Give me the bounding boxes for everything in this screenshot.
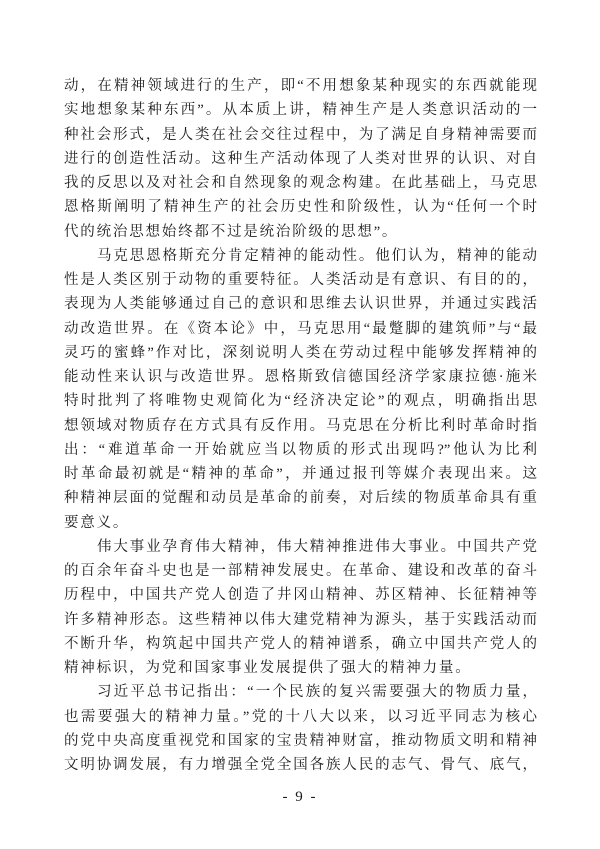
text-line: 的党中央高度重视党和国家的宝贵精神财富，推动物质文明和精神	[64, 732, 537, 749]
text-line: 动改造世界。在《资本论》中，马克思用“最蹩脚的建筑师”与“最	[64, 320, 537, 337]
text-line: 文明协调发展，有力增强全党全国各族人民的志气、骨气、底气，	[64, 757, 537, 773]
text-line: 代的统治思想始终都不过是统治阶级的思想”。	[64, 223, 399, 240]
text-line: 不断升华，构筑起中国共产党人的精神谱系，确立中国共产党人的	[64, 635, 537, 652]
text-line: 要意义。	[64, 514, 130, 531]
text-line: 进行的创造性活动。这种生产活动体现了人类对世界的认识、对自	[64, 150, 537, 167]
text-line: 能动性来认识与改造世界。恩格斯致信德国经济学家康拉德·施米	[64, 369, 537, 385]
text-line: 动，在精神领域进行的生产，即“不用想象某种现实的东西就能现	[64, 78, 537, 94]
paragraph	[64, 74, 537, 244]
text-line: 特时批判了将唯物史观简化为“经济决定论”的观点，明确指出思	[64, 393, 537, 410]
text-line: 时革命最初就是“精神的革命”，并通过报刊等媒介表现出来。这	[64, 466, 537, 482]
text-line: 表现为人类能够通过自己的意识和思维去认识世界，并通过实践活	[64, 296, 537, 313]
text-line: 种精神层面的觉醒和动员是革命的前奏，对后续的物质革命具有重	[64, 490, 537, 507]
text-line: 许多精神形态。这些精神以伟大建党精神为源头，基于实践活动而	[64, 611, 537, 628]
paragraph	[64, 244, 537, 535]
text-line: 想领域对物质存在方式具有反作用。马克思在分析比利时革命时指	[64, 417, 537, 434]
text-line: 恩格斯阐明了精神生产的社会历史性和阶级性，认为“任何一个时	[64, 199, 537, 216]
text-line: 种社会形式，是人类在社会交往过程中，为了满足自身精神需要而	[64, 126, 537, 143]
text-line: 也需要强大的精神力量。”党的十八大以来，以习近平同志为核心	[64, 708, 537, 725]
text-line: 性是人类区别于动物的重要特征。人类活动是有意识、有目的的，	[64, 272, 537, 288]
paragraph	[64, 680, 537, 777]
text-line: 伟大事业孕育伟大精神，伟大精神推进伟大事业。中国共产党	[97, 538, 537, 555]
text-line: 精神标识，为党和国家事业发展提供了强大的精神力量。	[64, 660, 472, 676]
text-line: 出：“难道革命一开始就应当以物质的形式出现吗?”他认为比利	[64, 441, 537, 458]
text-line: 灵巧的蜜蜂”作对比，深刻说明人类在劳动过程中能够发挥精神的	[64, 344, 537, 361]
text-line: 习近平总书记指出：“一个民族的复兴需要强大的物质力量，	[97, 684, 537, 701]
text-line: 我的反思以及对社会和自然现象的观念构建。在此基础上，马克思	[64, 175, 537, 191]
text-line: 的百余年奋斗史也是一部精神发展史。在革命、建设和改革的奋斗	[64, 563, 537, 579]
page-number: - 9 -	[282, 789, 318, 805]
paragraph	[64, 535, 537, 681]
text-line: 马克思恩格斯充分肯定精神的能动性。他们认为，精神的能动	[97, 247, 537, 264]
body-text	[64, 74, 537, 777]
text-line: 实地想象某种东西”。从本质上讲，精神生产是人类意识活动的一	[64, 102, 537, 119]
text-line: 历程中，中国共产党人创造了井冈山精神、苏区精神、长征精神等	[64, 587, 537, 604]
